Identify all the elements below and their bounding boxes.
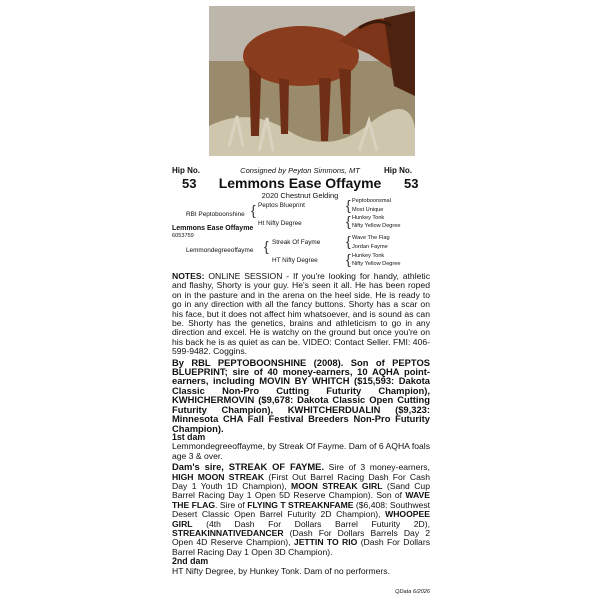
dams-sire-text: (First Out Barrel Racing Dash For Cash Day 1 Youth 1D Champion), (172, 471, 430, 491)
hip-number-left: 53 (182, 176, 197, 191)
dams-sire-text: (Sand Cup Barrel Racing Day 1 Open 5D Reserve Champion). Son of (172, 480, 430, 501)
horse-name: Lemmons Ease Offayme (218, 175, 382, 191)
dams-sire-highlight: FLYING T STREAKNFAME (247, 499, 354, 510)
dams-sire-label: Dam's sire, STREAK OF FAYME. (172, 461, 325, 473)
brace-icon: { (346, 213, 351, 229)
dams-sire-highlight: WHOOPEE GIRL (172, 509, 430, 529)
hip-label-left: Hip No. (172, 166, 200, 175)
brace-icon: { (264, 238, 269, 254)
ped-sire-dam: Ht Nifty Degree (258, 220, 302, 227)
ped-sire-sire: Peptos Blueprint (258, 202, 305, 209)
first-dam-text: Lemmondegreeoffayme, by Streak Of Fayme. Dam of 6 AQHA foals age 3 & over. (172, 441, 430, 461)
hip-number-right: 53 (404, 176, 419, 191)
horse-photo (209, 6, 415, 156)
consignor: Consigned by Peyton Simmons, MT (240, 166, 360, 175)
dams-sire-text: (Dash For Dollars Barrel Racing Day 1 Open 3D Champion). (172, 537, 430, 557)
horse-description: 2020 Chestnut Gelding (261, 191, 339, 200)
brace-icon: { (251, 202, 256, 218)
ped-sire-sire-sire: Peptoboonsmal (352, 198, 391, 204)
catalog-body (172, 272, 430, 576)
dams-sire-highlight: WAVE THE FLAG (172, 490, 430, 510)
ped-sire: RBI Peptoboonshine (186, 211, 245, 218)
ped-sire-sire-dam: Most Unique (352, 207, 384, 213)
brace-icon: { (346, 197, 351, 213)
ped-dam-sire: Streak Of Fayme (272, 239, 321, 246)
hip-label-right: Hip No. (384, 166, 412, 175)
ped-dam-sire-dam: Jordan Fayme (352, 244, 388, 250)
ped-dam-dam: HT Nifty Degree (272, 257, 318, 264)
ped-sire-dam-dam: Nifty Yellow Degree (352, 223, 401, 229)
dams-sire-text: Sire of 3 money-earners, (324, 462, 430, 473)
brace-icon: { (346, 251, 351, 267)
dams-sire-highlight: HIGH MOON STREAK (172, 471, 265, 482)
sire-paragraph: By RBL PEPTOBOONSHINE (2008). Son of PEPTOS BLUEPRINT; sire of 40 money-earners, 10 AQHA point-earners, including MOVIN BY WHITCH ($15,593: Dakota Classic Non-Pro Cutting Futurity Champion), KWHICHERMOVIN ($9,678: Dakota Classic Open Cutting Futurity Champion), KWHITCHERDUALIN ($9,323: Minnesota CHA Fall Festival Breeders Non-Pro Futurity Champion). (172, 356, 430, 434)
dams-sire-paragraph (172, 462, 430, 557)
dams-sire-text: . Sire of (215, 499, 248, 510)
second-dam-heading: 2nd dam (172, 556, 209, 567)
horse-image (209, 6, 415, 156)
ped-dam-dam-sire: Hunkey Tonk (352, 253, 385, 259)
footer-credit: QData 6/2026 (395, 589, 430, 595)
notes-paragraph (172, 272, 430, 357)
dams-sire-highlight: MOON STREAK GIRL (291, 480, 383, 491)
dams-sire-highlight: JETTIN TO RIO (293, 537, 358, 548)
first-dam-heading: 1st dam (172, 431, 206, 442)
ped-sire-dam-sire: Hunkey Tonk (352, 215, 385, 221)
brace-icon: { (346, 233, 351, 249)
dams-sire-text: (Dash For Dollars Barrels Day 2 Open 4D Reserve Champion), (172, 527, 430, 548)
notes-label: NOTES: (172, 271, 205, 281)
notes-text: ONLINE SESSION - If you're looking for handy, athletic and flashy, Shorty is your guy. He's seen it all. He has been roped on in the pasture and in the arena on the heel side. He is ready to go in any direction with all the fancy buttons. Shorty has a scar on his face, but it does not affect him whatsoever, and is sound as can be. Shorty has the genetics, brains and athleticism to go in any direction and excel. He is watchy on the ground but once you're on his back he is as quiet as can be. VIDEO: Contact Seller. FMI: 406-599-9482. Coggins. (172, 271, 430, 357)
ped-dam-dam-dam: Nifty Yellow Degree (352, 261, 401, 267)
ped-subject: Lemmons Ease Offayme (172, 225, 254, 232)
dams-sire-text: ($6,408: Southwest Desert Classic Open Barrel Futurity 2D Champion), (172, 499, 431, 520)
ped-dam: Lemmondegreeoffayme (186, 247, 254, 254)
ped-dam-sire-sire: Wave The Flag (352, 235, 390, 241)
dams-sire-highlight: STREAKINNATIVEDANCER (172, 527, 284, 538)
second-dam-text: HT Nifty Degree, by Hunkey Tonk. Dam of no performers. (172, 565, 390, 576)
ped-reg-number: 6053759 (172, 233, 194, 239)
dams-sire-text: (4th Dash For Dollars Barrel Futurity 2D), (192, 518, 430, 529)
